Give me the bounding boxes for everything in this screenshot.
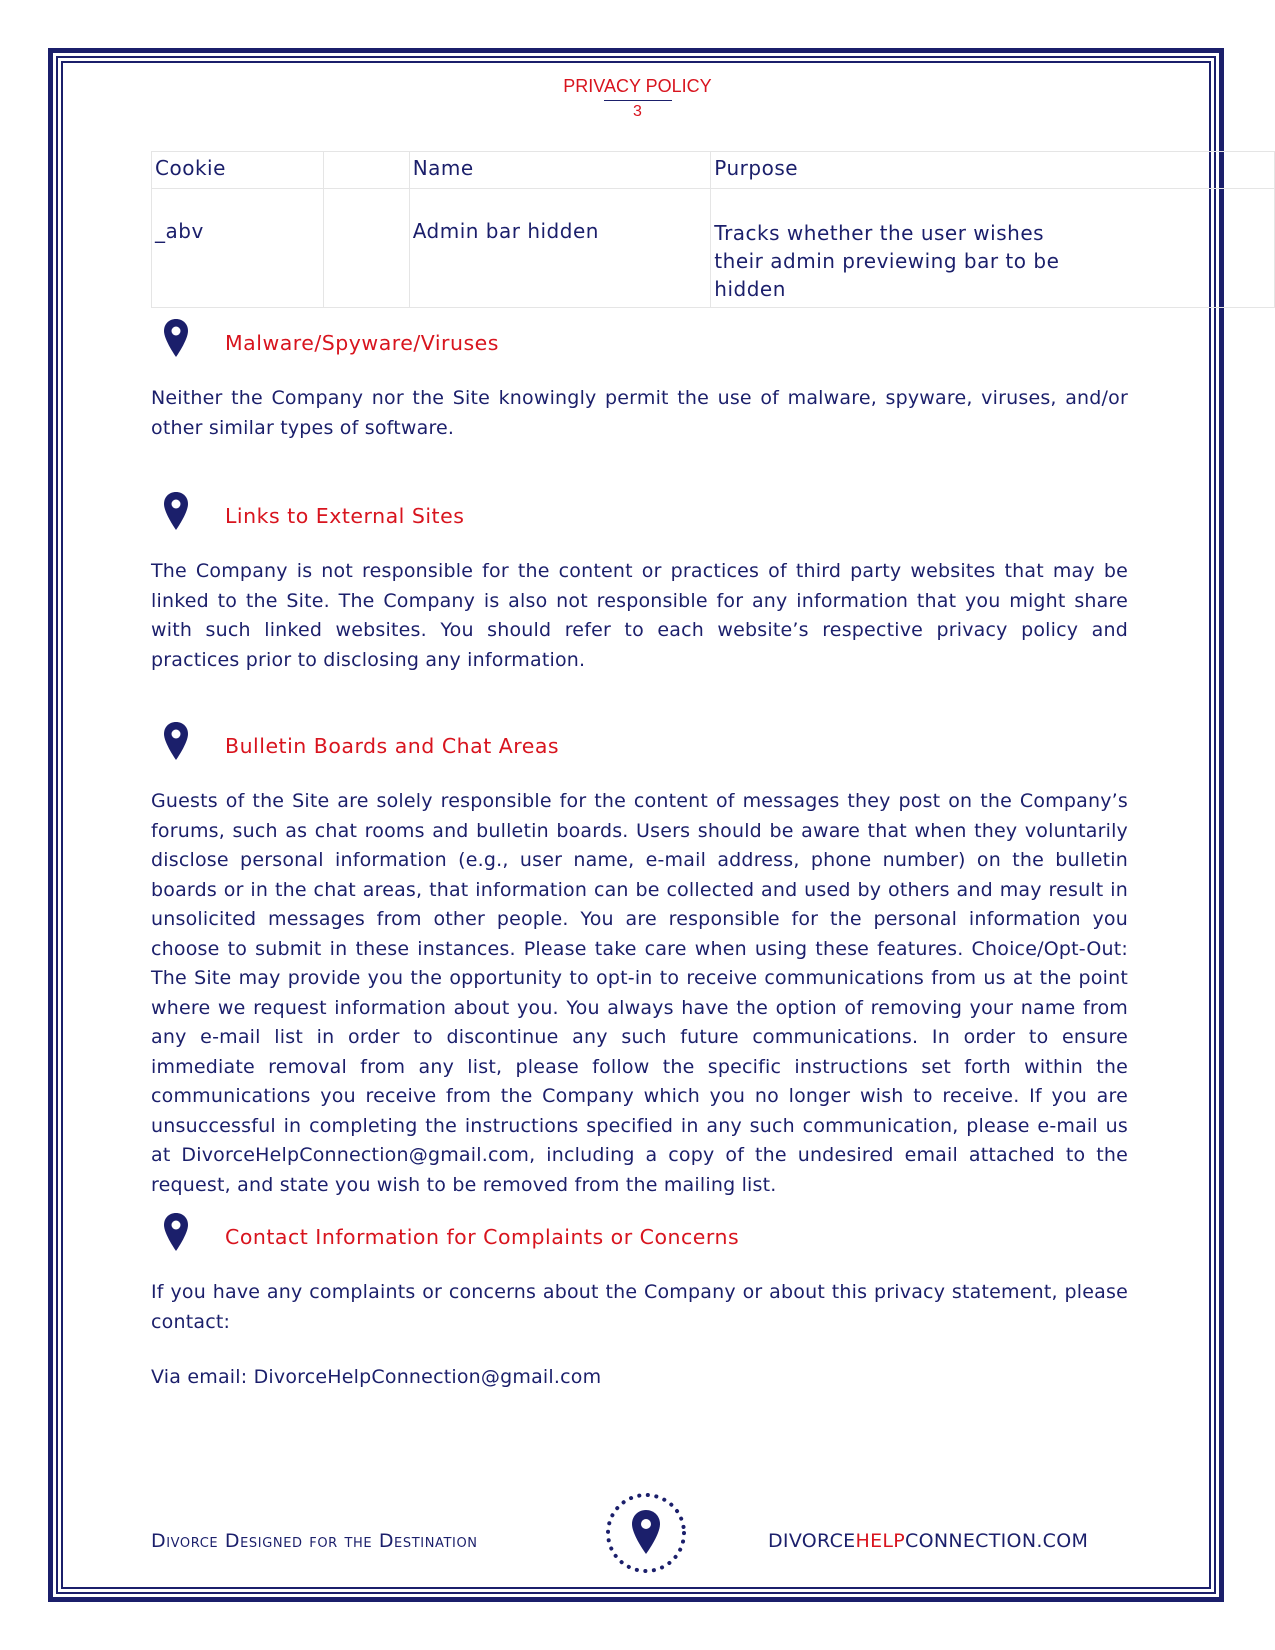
section-title: Contact Information for Complaints or Concerns <box>225 1225 740 1249</box>
section-title: Bulletin Boards and Chat Areas <box>225 734 560 758</box>
table-row <box>152 189 1275 308</box>
map-pin-logo-icon <box>603 1490 689 1576</box>
site-name-accent: HELP <box>855 1530 906 1552</box>
column-header-purpose: Purpose <box>711 152 1275 189</box>
section-paragraph: If you have any complaints or concerns about the Company or about this privacy statement, please contact: <box>151 1281 1128 1333</box>
section-bulletin-boards <box>151 711 1128 1200</box>
cell-purpose-text: Tracks whether the user wishes their admin previewing bar to be hidden <box>714 221 1060 301</box>
section-title: Malware/Spyware/Viruses <box>225 331 499 355</box>
table-header-row <box>152 152 1275 189</box>
section-paragraph: Guests of the Site are solely responsible for the content of messages they post on the Company’s forums, such as chat rooms and bulletin boards. Users should be aware that when they voluntarily disclose personal information (e.g., user name, e-mail address, phone number) on the bulletin boards or in the chat areas, that information can be collected and used by others and may result in unsolicited messages from other people. You are responsible for the personal information you choose to submit in these instances. Please take care when using these features. Choice/Opt-Out: The Site may provide you the opportunity to opt-in to receive communications from us at the point where we request information about you. You always have the option of removing your name from any e-mail list in order to discontinue any such future communications. In order to ensure immediate removal from any list, please follow the specific instructions set forth within the communications you receive from the Company which you no longer wish to receive. If you are unsuccessful in completing the instructions specified in any such communication, please e-mail us at DivorceHelpConnection@gmail.com, including a copy of the undesired email attached to the request, and state you wish to be removed from the mailing list. <box>151 790 1128 1196</box>
cell-cookie: _abv <box>152 189 324 308</box>
section-heading <box>151 1202 1128 1262</box>
map-pin-icon <box>163 318 189 358</box>
header-rule <box>604 100 672 101</box>
map-pin-icon <box>163 721 189 761</box>
section-heading <box>151 308 1128 368</box>
footer-tagline: Divorce Designed for the Destination <box>151 1530 478 1552</box>
column-header-name: Name <box>409 152 711 189</box>
column-header-cookie: Cookie <box>152 152 324 189</box>
header-title: PRIVACY POLICY <box>563 76 712 96</box>
cookie-table <box>151 151 1275 308</box>
page-number: 3 <box>633 103 642 120</box>
section-external-links <box>151 481 1128 675</box>
site-name-prefix: DIVORCE <box>768 1530 856 1552</box>
section-paragraph: The Company is not responsible for the content or practices of third party websites that may be linked to the Site. The Company is also not responsible for any information that you might share with such linked websites. You should refer to each website’s respective privacy policy and practices prior to disclosing any information. <box>151 560 1128 671</box>
cell-name: Admin bar hidden <box>409 189 711 308</box>
site-name-suffix: CONNECTION.COM <box>905 1530 1089 1552</box>
page-header <box>0 76 1275 121</box>
contact-email: Via email: DivorceHelpConnection@gmail.com <box>151 1366 602 1388</box>
map-pin-icon <box>163 491 189 531</box>
map-pin-icon <box>163 1212 189 1252</box>
section-contact <box>151 1202 1128 1393</box>
policy-content <box>151 300 1128 1393</box>
column-header-blank <box>323 152 409 189</box>
footer-site-link[interactable] <box>768 1530 1088 1552</box>
section-heading <box>151 481 1128 541</box>
cell-purpose <box>711 189 1275 308</box>
section-heading <box>151 711 1128 771</box>
section-title: Links to External Sites <box>225 504 465 528</box>
cell-blank <box>323 189 409 308</box>
section-paragraph: Neither the Company nor the Site knowingly permit the use of malware, spyware, viruses, and/or other similar types of software. <box>151 387 1128 439</box>
section-malware <box>151 308 1128 443</box>
